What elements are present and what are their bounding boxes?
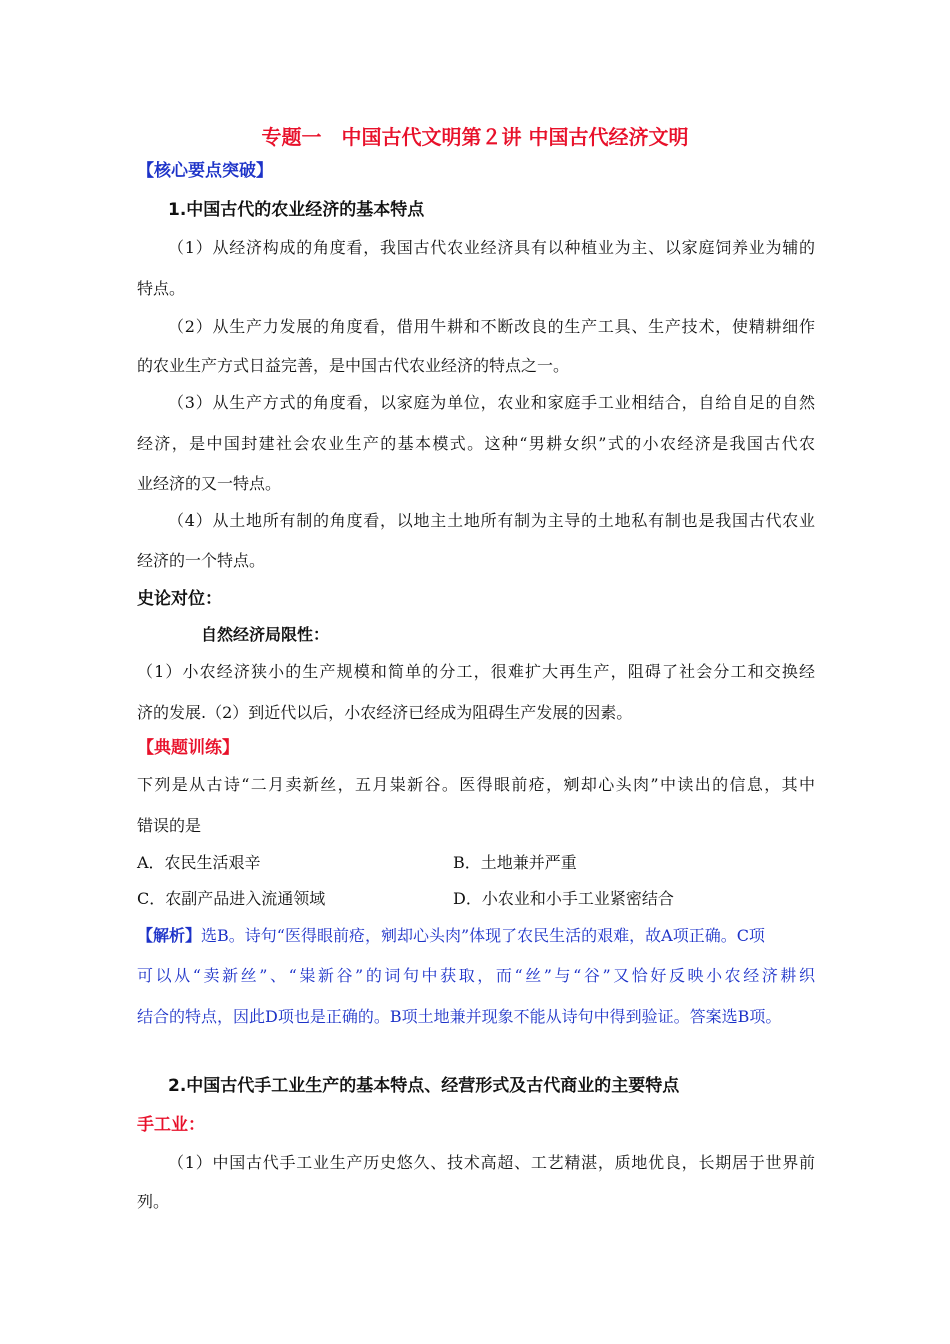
analysis-line-1 bbox=[137, 925, 765, 947]
paragraph-line: （1）中国古代手工业生产历史悠久、技术高超、工艺精湛，质地优良，长期居于世界前 bbox=[168, 1153, 815, 1172]
section-2-heading: 2.中国古代手工业生产的基本特点、经营形式及古代商业的主要特点 bbox=[168, 1076, 680, 1096]
option-c: C．农副产品进入流通领域 bbox=[137, 889, 326, 908]
paragraph-line: （1）小农经济狭小的生产规模和简单的分工，很难扩大再生产，阻碍了社会分工和交换经 bbox=[137, 662, 815, 681]
analysis-tag: 【解析】 bbox=[137, 926, 202, 945]
paragraph-line: （3）从生产方式的角度看，以家庭为单位，农业和家庭手工业相结合，自给自足的自然 bbox=[168, 393, 815, 412]
option-a: A．农民生活艰辛 bbox=[137, 853, 261, 872]
handicraft-heading: 手工业： bbox=[137, 1115, 205, 1135]
section-1-heading: 1.中国古代的农业经济的基本特点 bbox=[168, 200, 425, 220]
paragraph-line: （4）从土地所有制的角度看，以地主土地所有制为主导的土地私有制也是我国古代农业 bbox=[168, 511, 815, 530]
paragraph-line: 的农业生产方式日益完善，是中国古代农业经济的特点之一。 bbox=[137, 356, 570, 375]
section-core-heading: 【核心要点突破】 bbox=[137, 161, 273, 181]
shilun-heading: 史论对位： bbox=[137, 589, 222, 609]
option-d: D．小农业和小手工业紧密结合 bbox=[453, 889, 674, 908]
page-title: 专题一 中国古代文明第２讲 中国古代经济文明 bbox=[261, 125, 689, 149]
paragraph-line: （2）从生产力发展的角度看，借用牛耕和不断改良的生产工具、生产技术，使精耕细作 bbox=[168, 317, 815, 336]
analysis-line-3: 结合的特点，因此D项也是正确的。B项土地兼并现象不能从诗句中得到验证。答案选B项。 bbox=[137, 1007, 782, 1026]
paragraph-line: （1）从经济构成的角度看，我国古代农业经济具有以种植业为主、以家庭饲养业为辅的 bbox=[168, 238, 815, 257]
paragraph-line: 特点。 bbox=[137, 279, 186, 298]
paragraph-line: 业经济的又一特点。 bbox=[137, 474, 282, 493]
paragraph-line: 经济，是中国封建社会农业生产的基本模式。这种“男耕女织”式的小农经济是我国古代农 bbox=[137, 434, 815, 453]
paragraph-line: 经济的一个特点。 bbox=[137, 551, 266, 570]
analysis-text: 选B。诗句“医得眼前疮，剜却心头肉”体现了农民生活的艰难，故A项正确。C项 bbox=[201, 926, 765, 945]
paragraph-line: 济的发展.（2）到近代以后，小农经济已经成为阻碍生产发展的因素。 bbox=[137, 703, 633, 722]
option-b: B．土地兼并严重 bbox=[453, 853, 577, 872]
section-training-heading: 【典题训练】 bbox=[137, 738, 239, 758]
analysis-line-2: 可以从“卖新丝”、“粜新谷”的词句中获取，而“丝”与“谷”又恰好反映小农经济耕织 bbox=[137, 966, 815, 985]
paragraph-line: 列。 bbox=[137, 1192, 170, 1211]
question-line: 下列是从古诗“二月卖新丝，五月粜新谷。医得眼前疮，剜却心头肉”中读出的信息，其中 bbox=[137, 775, 815, 794]
ziran-heading: 自然经济局限性： bbox=[201, 625, 330, 644]
question-line: 错误的是 bbox=[137, 816, 202, 835]
